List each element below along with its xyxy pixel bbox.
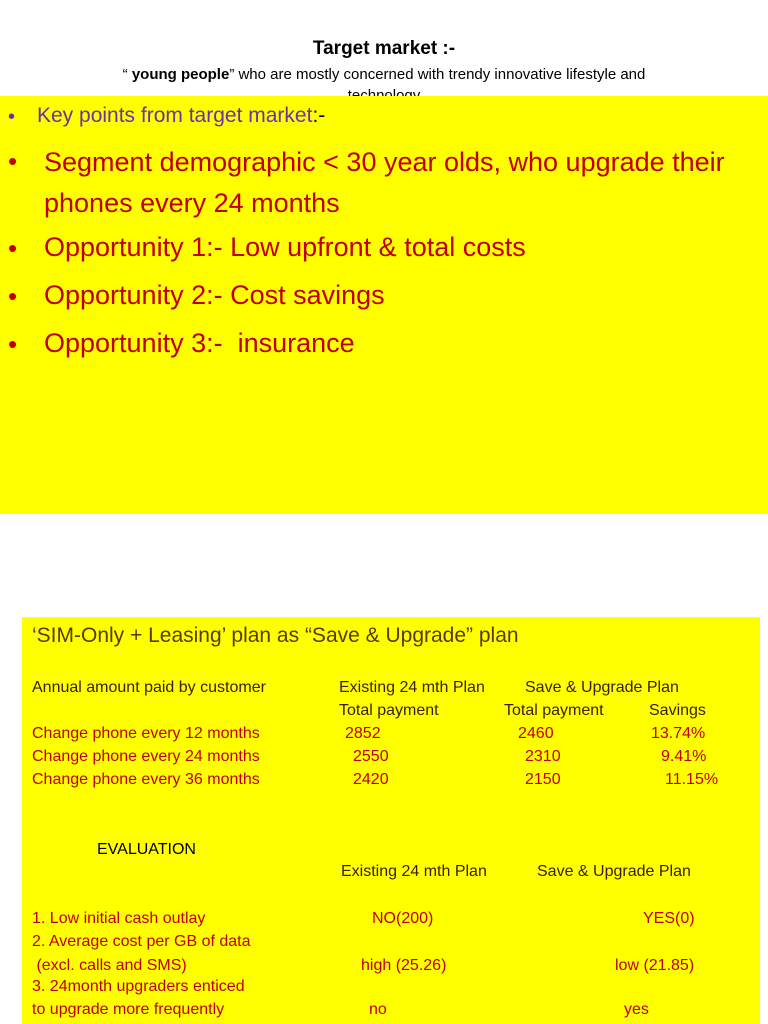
row-label: Change phone every 36 months	[32, 771, 260, 788]
key-points-heading-text: Key points from target market	[37, 104, 313, 127]
key-points-heading-suffix: :-	[312, 104, 326, 127]
key-point-3: Opportunity 2:- Cost savings	[44, 280, 385, 310]
subtitle	[0, 66, 768, 83]
sub-savings: Savings	[649, 702, 706, 719]
row-existing: 2550	[353, 748, 389, 765]
bullet-icon: •	[8, 281, 18, 311]
sub-total-1: Total payment	[339, 702, 439, 719]
row-label: Change phone every 12 months	[32, 725, 260, 742]
eval-r1-label: 1. Low initial cash outlay	[32, 910, 206, 927]
plan-title: ‘SIM-Only + Leasing’ plan as “Save & Upgrade” plan	[32, 624, 519, 647]
eval-r2-existing: high (25.26)	[361, 957, 447, 974]
eval-r1-existing: NO(200)	[372, 910, 434, 927]
row-existing: 2852	[345, 725, 381, 742]
row-save: 2150	[525, 771, 561, 788]
eval-r3-label: 3. 24month upgraders enticed	[32, 978, 245, 995]
page-title: Target market :-	[312, 38, 456, 59]
subtitle-quote: “	[122, 66, 132, 83]
key-point-2: Opportunity 1:- Low upfront & total costs	[44, 232, 526, 262]
eval-col-save: Save & Upgrade Plan	[537, 863, 691, 880]
eval-r2-label: 2. Average cost per GB of data	[32, 933, 251, 950]
bullet-icon: •	[8, 146, 18, 176]
key-point-1: Segment demographic < 30 year olds, who upgrade their phones every 24 months	[44, 147, 725, 218]
eval-r3-label2: to upgrade more frequently	[32, 1001, 225, 1018]
eval-r2-save: low (21.85)	[615, 957, 695, 974]
row-save: 2460	[518, 725, 554, 742]
row-savings: 11.15%	[665, 771, 719, 788]
eval-r3-existing: no	[369, 1001, 387, 1018]
col-existing: Existing 24 mth Plan	[339, 679, 485, 696]
row-label: Change phone every 24 months	[32, 748, 260, 765]
key-point-4: Opportunity 3:- insurance	[44, 328, 355, 358]
row-savings: 13.74%	[651, 725, 706, 742]
key-points-heading	[37, 104, 325, 128]
eval-r2-label2: (excl. calls and SMS)	[32, 957, 187, 974]
eval-col-existing: Existing 24 mth Plan	[341, 863, 487, 880]
eval-r3-save: yes	[624, 1001, 649, 1018]
eval-r1-save: YES(0)	[643, 910, 695, 927]
subtitle-rest: ” who are mostly concerned with trendy innovative lifestyle and	[229, 66, 646, 83]
row-existing: 2420	[353, 771, 389, 788]
subtitle-bold: young people	[131, 66, 230, 83]
bullet-icon: •	[8, 329, 18, 359]
bullet-icon: •	[8, 106, 16, 128]
sub-total-2: Total payment	[504, 702, 604, 719]
col-label: Annual amount paid by customer	[32, 679, 266, 696]
col-save: Save & Upgrade Plan	[525, 679, 679, 696]
row-save: 2310	[525, 748, 561, 765]
evaluation-heading: EVALUATION	[97, 841, 196, 858]
bullet-icon: •	[8, 233, 18, 263]
row-savings: 9.41%	[661, 748, 707, 765]
